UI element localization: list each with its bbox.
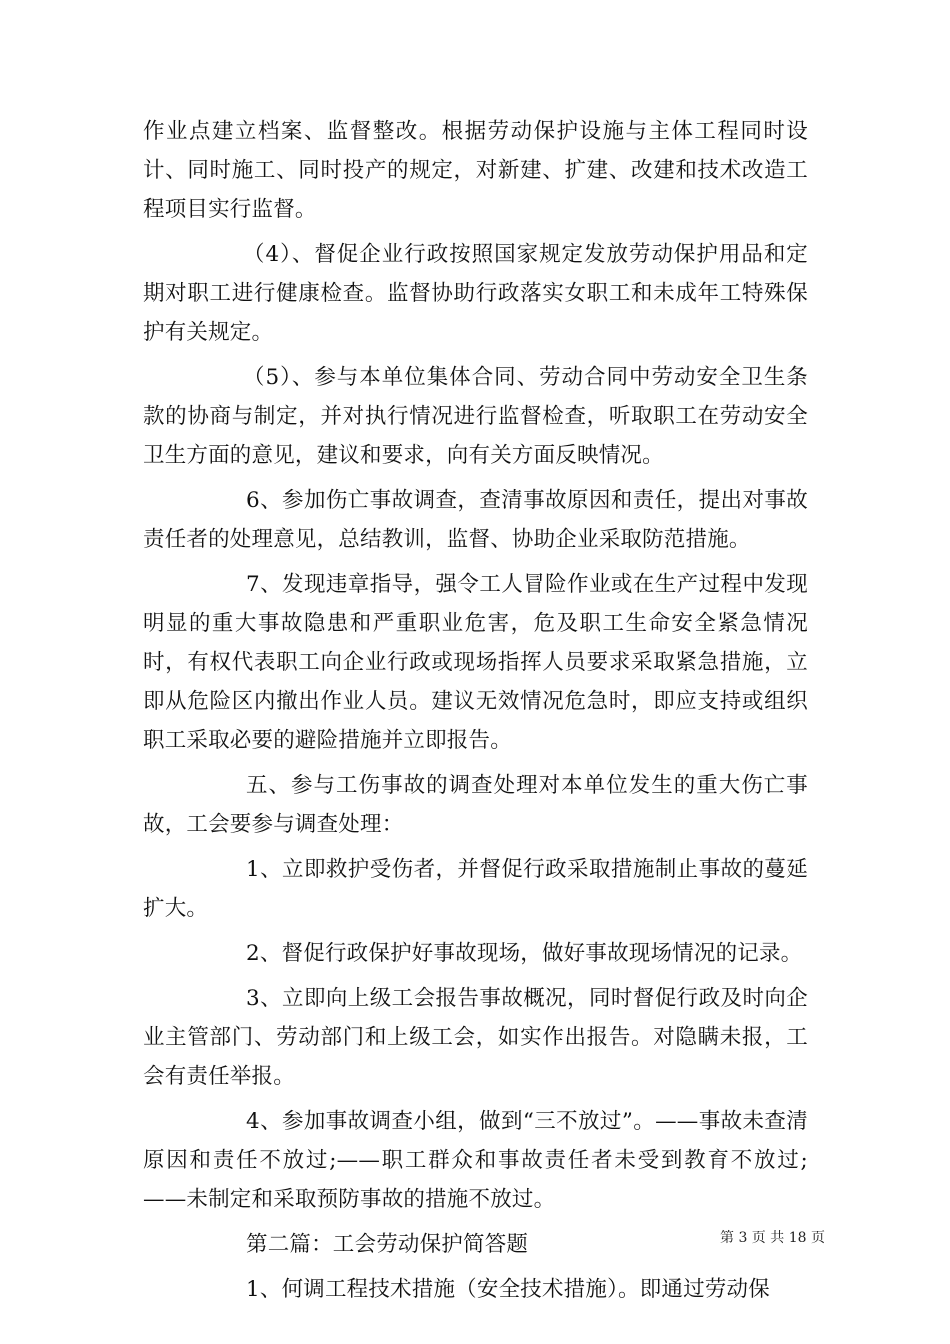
paragraph-2: （4）、督促企业行政按照国家规定发放劳动保护用品和定期对职工进行健康检查。监督协助行政落实女职工和未成年工特殊保护有关规定。 bbox=[143, 242, 808, 345]
paragraph-3: （5）、参与本单位集体合同、劳动合同中劳动安全卫生条款的协商与制定，并对执行情况进行监督检查，听取职工在劳动安全卫生方面的意见，建议和要求，向有关方面反映情况。 bbox=[143, 365, 808, 468]
paragraph-1: 作业点建立档案、监督整改。根据劳动保护设施与主体工程同时设计、同时施工、同时投产的规定，对新建、扩建、改建和技术改造工程项目实行监督。 bbox=[143, 119, 808, 222]
page-number-footer: 第 3 页 共 18 页 bbox=[720, 1230, 825, 1246]
paragraph-11: 1、何调工程技术措施（安全技术措施）。即通过劳动保 bbox=[246, 1277, 770, 1302]
paragraph-6: 五、参与工伤事故的调查处理对本单位发生的重大伤亡事故，工会要参与调查处理： bbox=[143, 773, 808, 837]
paragraph-9: 3、立即向上级工会报告事故概况，同时督促行政及时向企业主管部门、劳动部门和上级工会，如实作出报告。对隐瞒未报，工会有责任举报。 bbox=[143, 986, 808, 1089]
document-body bbox=[143, 112, 808, 1315]
section-heading: 第二篇：工会劳动保护简答题 bbox=[246, 1232, 529, 1257]
paragraph-5: 7、发现违章指导，强令工人冒险作业或在生产过程中发现明显的重大事故隐患和严重职业危害，危及职工生命安全紧急情况时，有权代表职工向企业行政或现场指挥人员要求采取紧急措施，立即从危险区内撤出作业人员。建议无效情况危急时，即应支持或组织职工采取必要的避险措施并立即报告。 bbox=[143, 572, 808, 753]
paragraph-4: 6、参加伤亡事故调查，查清事故原因和责任，提出对事故责任者的处理意见，总结教训，监督、协助企业采取防范措施。 bbox=[143, 488, 808, 552]
paragraph-7: 1、立即救护受伤者，并督促行政采取措施制止事故的蔓延扩大。 bbox=[143, 857, 808, 921]
paragraph-10: 4、参加事故调查小组，做到“三不放过”。——事故未查清原因和责任不放过;——职工群众和事故责任者未受到教育不放过;——未制定和采取预防事故的措施不放过。 bbox=[143, 1109, 808, 1212]
paragraph-8: 2、督促行政保护好事故现场，做好事故现场情况的记录。 bbox=[246, 941, 803, 966]
